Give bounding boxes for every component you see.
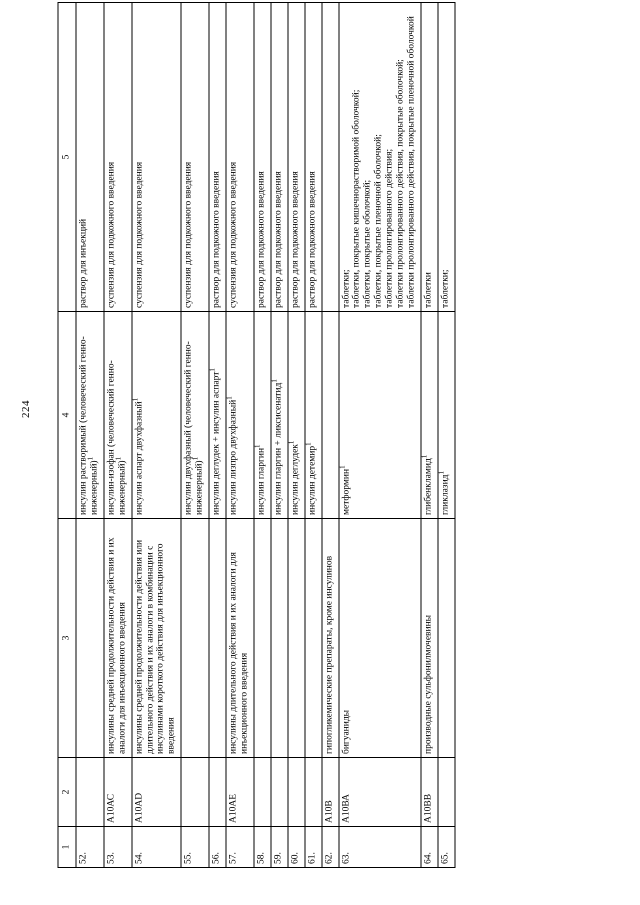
dosage-forms <box>226 2 254 311</box>
dosage-forms <box>322 2 339 311</box>
inn-text: гликлазид <box>440 474 451 515</box>
dosage-form-line: суспензия для подкожного введения <box>183 161 194 308</box>
table-row <box>288 2 305 867</box>
atc-code: А10АС <box>104 757 132 826</box>
column-header-3: 3 <box>58 518 76 757</box>
inn-name <box>288 311 305 518</box>
inn-name <box>104 311 132 518</box>
atc-code <box>76 757 104 826</box>
dosage-form-line: суспензия для подкожного введения <box>106 161 117 308</box>
inn-text: инсулин гларгин <box>256 447 267 515</box>
pharm-group <box>181 518 209 757</box>
atc-code <box>271 757 288 826</box>
dosage-forms <box>305 2 322 311</box>
dosage-form-line: суспензия для подкожного введения <box>228 161 239 308</box>
table-row <box>209 2 226 867</box>
dosage-form-line: раствор для подкожного введения <box>307 170 318 308</box>
dosage-forms <box>181 2 209 311</box>
dosage-forms <box>209 2 226 311</box>
dosage-forms <box>254 2 271 311</box>
page-number: 224 <box>20 400 32 418</box>
inn-text: инсулин деглудек <box>290 443 301 515</box>
table-header-row <box>58 2 76 867</box>
column-header-2: 2 <box>58 757 76 826</box>
medicines-table <box>58 2 456 868</box>
atc-code <box>305 757 322 826</box>
pharm-group <box>209 518 226 757</box>
atc-code <box>209 757 226 826</box>
dosage-form-line: таблетки; <box>440 268 451 308</box>
inn-footnote-marker: 1 <box>86 456 95 460</box>
inn-footnote-marker: 1 <box>208 367 217 372</box>
inn-footnote-marker: 1 <box>437 470 446 475</box>
table-row <box>339 2 421 867</box>
inn-footnote-marker: 1 <box>304 441 313 446</box>
dosage-form-line: раствор для подкожного введения <box>273 170 284 308</box>
table-row <box>226 2 254 867</box>
atc-code <box>181 757 209 826</box>
inn-name <box>181 311 209 518</box>
pharm-group: инсулины длительного действия и их аналоги для инъекционного введения <box>226 518 254 757</box>
row-number: 53. <box>104 826 132 867</box>
inn-footnote-marker: 1 <box>287 440 296 444</box>
inn-name <box>438 311 455 518</box>
inn-text: инсулин-изофан (человеческий генно-инженерный) <box>106 359 128 515</box>
column-header-4: 4 <box>58 311 76 518</box>
pharm-group: инсулины средней продолжительности действия и их аналоги для инъекционного введения <box>104 518 132 757</box>
pharm-group <box>305 518 322 757</box>
dosage-forms <box>104 2 132 311</box>
inn-name <box>226 311 254 518</box>
row-number: 61. <box>305 826 322 867</box>
inn-name <box>209 311 226 518</box>
dosage-form-line: таблетки; <box>341 268 352 308</box>
row-number: 60. <box>288 826 305 867</box>
inn-text: метформин <box>341 468 352 515</box>
dosage-form-line: суспензия для подкожного введения <box>134 161 145 308</box>
table-row <box>438 2 455 867</box>
pharm-group: бигуаниды <box>339 518 421 757</box>
dosage-forms <box>421 2 438 311</box>
dosage-forms <box>271 2 288 311</box>
row-number: 55. <box>181 826 209 867</box>
dosage-forms <box>76 2 104 311</box>
row-number: 58. <box>254 826 271 867</box>
inn-name <box>271 311 288 518</box>
inn-footnote-marker: 1 <box>337 464 346 469</box>
inn-name <box>322 311 339 518</box>
inn-text: инсулин деглудек + инсулин аспарт <box>211 371 222 515</box>
dosage-forms <box>339 2 421 311</box>
column-header-5: 5 <box>58 2 76 311</box>
inn-name <box>339 311 421 518</box>
dosage-form-line: таблетки <box>423 271 434 308</box>
inn-text: инсулин детемир <box>307 445 318 515</box>
pharm-group <box>271 518 288 757</box>
dosage-forms <box>132 2 182 311</box>
dosage-forms <box>288 2 305 311</box>
atc-code: А10ВА <box>339 757 421 826</box>
inn-footnote-marker: 1 <box>253 443 262 448</box>
column-header-1: 1 <box>58 826 76 867</box>
pharm-group <box>288 518 305 757</box>
dosage-form-line: таблетки, покрытые оболочкой; <box>362 179 373 308</box>
dosage-form-line: раствор для инъекций <box>78 218 89 308</box>
dosage-form-line: раствор для подкожного введения <box>256 170 267 308</box>
dosage-form-line: таблетки пролонгированного действия; <box>384 148 395 308</box>
atc-code <box>288 757 305 826</box>
inn-text: инсулин гларгин + ликсисенатид <box>273 382 284 515</box>
pharm-group <box>438 518 455 757</box>
atc-code <box>438 757 455 826</box>
table-row <box>132 2 182 867</box>
inn-name <box>254 311 271 518</box>
pharm-group: инсулины средней продолжительности действия или длительного действия и их аналоги в комбинации с инсулинами короткого действия для инъекционного введения <box>132 518 182 757</box>
pharm-group: производные сульфонилмочевины <box>421 518 438 757</box>
pharm-group: гипогликемические препараты, кроме инсулинов <box>322 518 339 757</box>
inn-footnote-marker: 1 <box>420 454 429 458</box>
inn-text: инсулин растворимый (человеческий генно-инженерный) <box>78 335 100 515</box>
inn-footnote-marker: 1 <box>270 378 279 383</box>
inn-name <box>132 311 182 518</box>
row-number: 52. <box>76 826 104 867</box>
row-number: 64. <box>421 826 438 867</box>
table-row <box>254 2 271 867</box>
table-row <box>322 2 339 867</box>
table-row <box>181 2 209 867</box>
atc-code: А10АЕ <box>226 757 254 826</box>
row-number: 62. <box>322 826 339 867</box>
table-row <box>421 2 438 867</box>
row-number: 56. <box>209 826 226 867</box>
dosage-form-line: таблетки, покрытые кишечнорастворимой оболочкой; <box>351 89 362 308</box>
inn-footnote-marker: 1 <box>130 397 139 401</box>
table-row <box>271 2 288 867</box>
inn-footnote-marker: 1 <box>225 395 234 400</box>
atc-code: А10В <box>322 757 339 826</box>
inn-text: инсулин аспарт двухфазный <box>134 400 145 515</box>
row-number: 65. <box>438 826 455 867</box>
dosage-form-line: раствор для подкожного введения <box>290 170 301 308</box>
inn-footnote-marker: 1 <box>114 456 123 460</box>
table-row <box>76 2 104 867</box>
table-row <box>104 2 132 867</box>
atc-code: А10АD <box>132 757 182 826</box>
row-number: 54. <box>132 826 182 867</box>
atc-code: А10ВВ <box>421 757 438 826</box>
dosage-form-line: раствор для подкожного введения <box>211 170 222 308</box>
dosage-form-line: таблетки пролонгированного действия, покрытые оболочкой; <box>395 58 406 308</box>
row-number: 59. <box>271 826 288 867</box>
table-row <box>305 2 322 867</box>
inn-footnote-marker: 1 <box>191 456 200 460</box>
dosage-form-line: таблетки пролонгированного действия, покрытые пленочной оболочкой <box>406 15 417 308</box>
inn-name <box>305 311 322 518</box>
inn-text: глибенкламид <box>423 457 434 515</box>
inn-name <box>76 311 104 518</box>
dosage-form-line: таблетки, покрытые пленочной оболочкой; <box>373 133 384 308</box>
pharm-group <box>254 518 271 757</box>
pharm-group <box>76 518 104 757</box>
inn-name <box>421 311 438 518</box>
dosage-forms <box>438 2 455 311</box>
inn-text: инсулин лизпро двухфазный <box>228 399 239 515</box>
row-number: 63. <box>339 826 421 867</box>
row-number: 57. <box>226 826 254 867</box>
inn-text: инсулин двухфазный (человеческий генно-инженерный) <box>183 340 205 515</box>
atc-code <box>254 757 271 826</box>
